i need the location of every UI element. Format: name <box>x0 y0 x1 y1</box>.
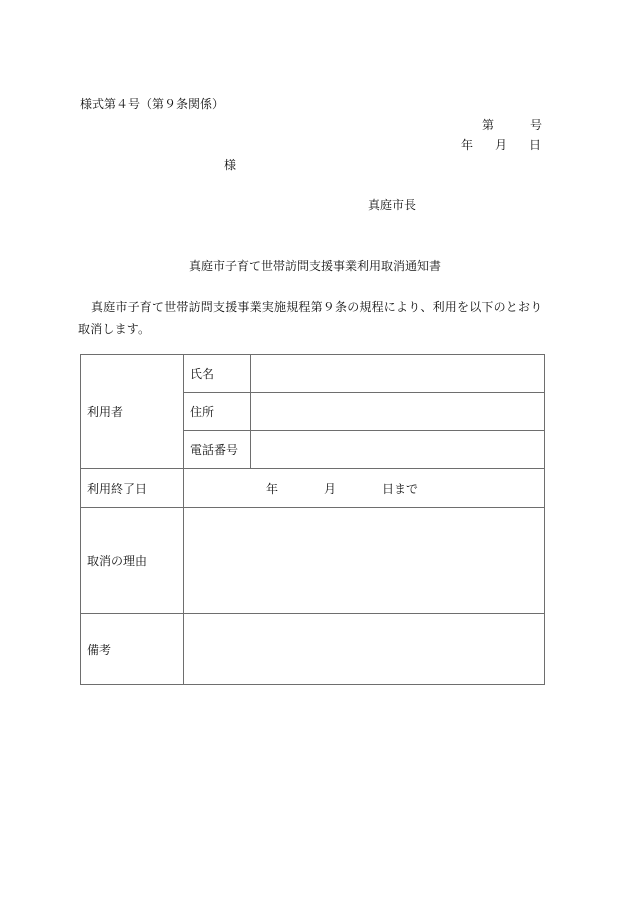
form-label: 様式第４号（第９条関係） <box>80 97 225 111</box>
date-month: 月 <box>495 138 508 152</box>
reason-field[interactable] <box>184 508 545 614</box>
remarks-label: 備考 <box>81 614 184 685</box>
phone-field[interactable] <box>251 431 545 469</box>
addressee-honorific: 様 <box>224 158 237 172</box>
reason-value <box>190 554 538 568</box>
end-date-label: 利用終了日 <box>81 469 184 508</box>
end-month-label: 月 <box>324 481 337 496</box>
remarks-value <box>190 642 538 656</box>
document-title: 真庭市子育て世帯訪問支援事業利用取消通知書 <box>188 259 441 273</box>
number-suffix: 号 <box>530 118 543 132</box>
number-prefix: 第 <box>482 118 495 132</box>
notice-form-table <box>80 354 545 685</box>
date-day: 日 <box>529 138 542 152</box>
name-field[interactable] <box>251 355 545 393</box>
document-date-line <box>461 138 541 152</box>
end-year-label: 年 <box>266 481 279 496</box>
address-value <box>257 405 538 419</box>
date-year: 年 <box>461 138 474 152</box>
address-label: 住所 <box>184 393 251 431</box>
body-paragraph: 真庭市子育て世帯訪問支援事業実施規程第９条の規程により、利用を以下のとおり取消します。 <box>78 300 543 336</box>
document-number-line <box>482 118 542 132</box>
phone-label: 電話番号 <box>184 431 251 469</box>
name-label: 氏名 <box>184 355 251 393</box>
issuer-name: 真庭市長 <box>368 198 417 212</box>
end-date-field[interactable] <box>184 469 545 508</box>
reason-label: 取消の理由 <box>81 508 184 614</box>
user-label: 利用者 <box>81 355 184 469</box>
remarks-field[interactable] <box>184 614 545 685</box>
address-field[interactable] <box>251 393 545 431</box>
phone-value <box>257 443 538 457</box>
end-day-label: 日まで <box>382 481 419 496</box>
name-value <box>257 367 538 381</box>
